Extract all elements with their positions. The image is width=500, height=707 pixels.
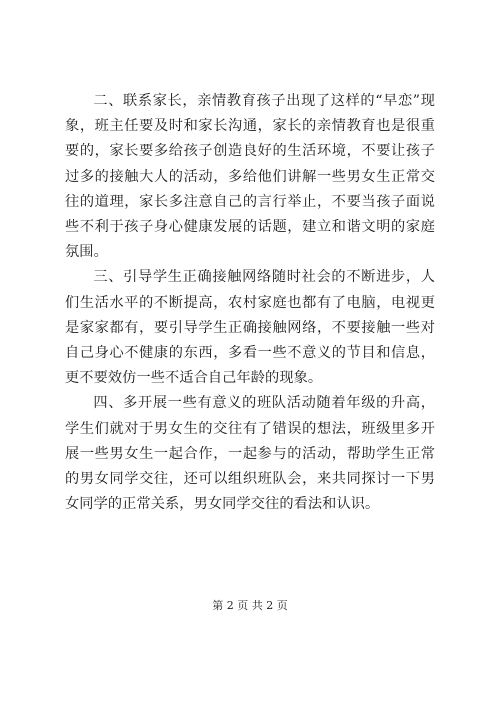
document-body (65, 89, 435, 517)
paragraph-class-activities: 四、多开展一些有意义的班队活动随着年级的升高，学生们就对于男女生的交往有了错误的想法，班级里多开展一些男女生一起合作，一起参与的活动，帮助学生正常的男女同学交往，还可以组织班队会，来共同探讨一下男女同学的正常关系，男女同学交往的看法和认识。 (65, 395, 435, 513)
paragraph-parent-contact: 二、联系家长，亲情教育孩子出现了这样的“早恋”现象，班主任要及时和家长沟通，家长的亲情教育也是很重要的，家长要多给孩子创造良好的生活环境，不要让孩子过多的接触大人的活动，多给他们讲解一些男女生正常交往的道理，家长多注意自己的言行举止，不要当孩子面说些不利于孩子身心健康发展的话题，建立和谐文明的家庭氛围。 (65, 93, 435, 261)
page-footer: 第 2 页 共 2 页 (212, 599, 288, 612)
paragraph-network-guidance: 三、引导学生正确接触网络随时社会的不断进步，人们生活水平的不断提高，农村家庭也都有了电脑，电视更是家家都有，要引导学生正确接触网络，不要接触一些对自己身心不健康的东西，多看一些不意义的节目和信息，更不要效仿一些不适合自己年龄的现象。 (65, 269, 435, 387)
